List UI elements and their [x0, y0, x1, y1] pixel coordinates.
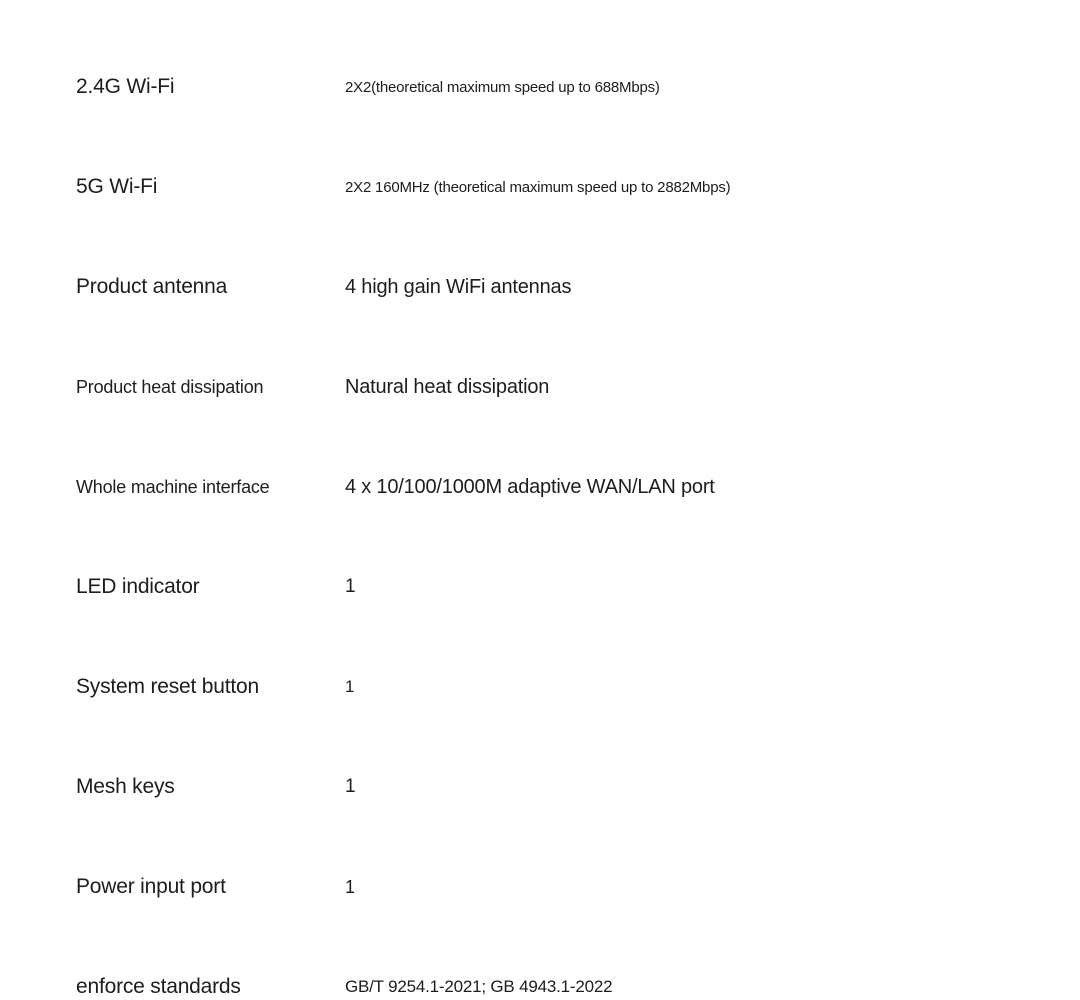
spec-label: Product heat dissipation: [76, 376, 264, 397]
spec-value: 1: [345, 576, 356, 597]
spec-label: 2.4G Wi-Fi: [76, 75, 175, 98]
spec-label: LED indicator: [76, 575, 200, 598]
spec-value: 4 high gain WiFi antennas: [345, 275, 572, 298]
spec-label: Whole machine interface: [76, 476, 270, 497]
spec-value: 1: [345, 677, 355, 696]
spec-value: Natural heat dissipation: [345, 375, 550, 398]
spec-row: [0, 737, 1080, 837]
spec-label: Mesh keys: [76, 775, 175, 798]
spec-row: [0, 437, 1080, 537]
spec-row: [0, 337, 1080, 437]
spec-label: Power input port: [76, 875, 226, 898]
spec-label: Product antenna: [76, 275, 228, 298]
spec-value: 2X2(theoretical maximum speed up to 688Mbps): [345, 78, 660, 96]
spec-row: [0, 537, 1080, 637]
spec-value: 2X2 160MHz (theoretical maximum speed up to 2882Mbps): [345, 178, 731, 196]
spec-row: [0, 637, 1080, 737]
spec-row: [0, 937, 1080, 1000]
spec-label: 5G Wi-Fi: [76, 175, 158, 198]
spec-label: System reset button: [76, 675, 259, 698]
spec-row: [0, 837, 1080, 937]
spec-row: [0, 37, 1080, 137]
spec-value: GB/T 9254.1-2021; GB 4943.1-2022: [345, 977, 613, 996]
spec-row: [0, 237, 1080, 337]
spec-value: 1: [345, 776, 356, 797]
spec-label: enforce standards: [76, 975, 241, 998]
spec-value: 4 x 10/100/1000M adaptive WAN/LAN port: [345, 475, 715, 498]
spec-value: 1: [345, 876, 355, 897]
spec-row: [0, 137, 1080, 237]
